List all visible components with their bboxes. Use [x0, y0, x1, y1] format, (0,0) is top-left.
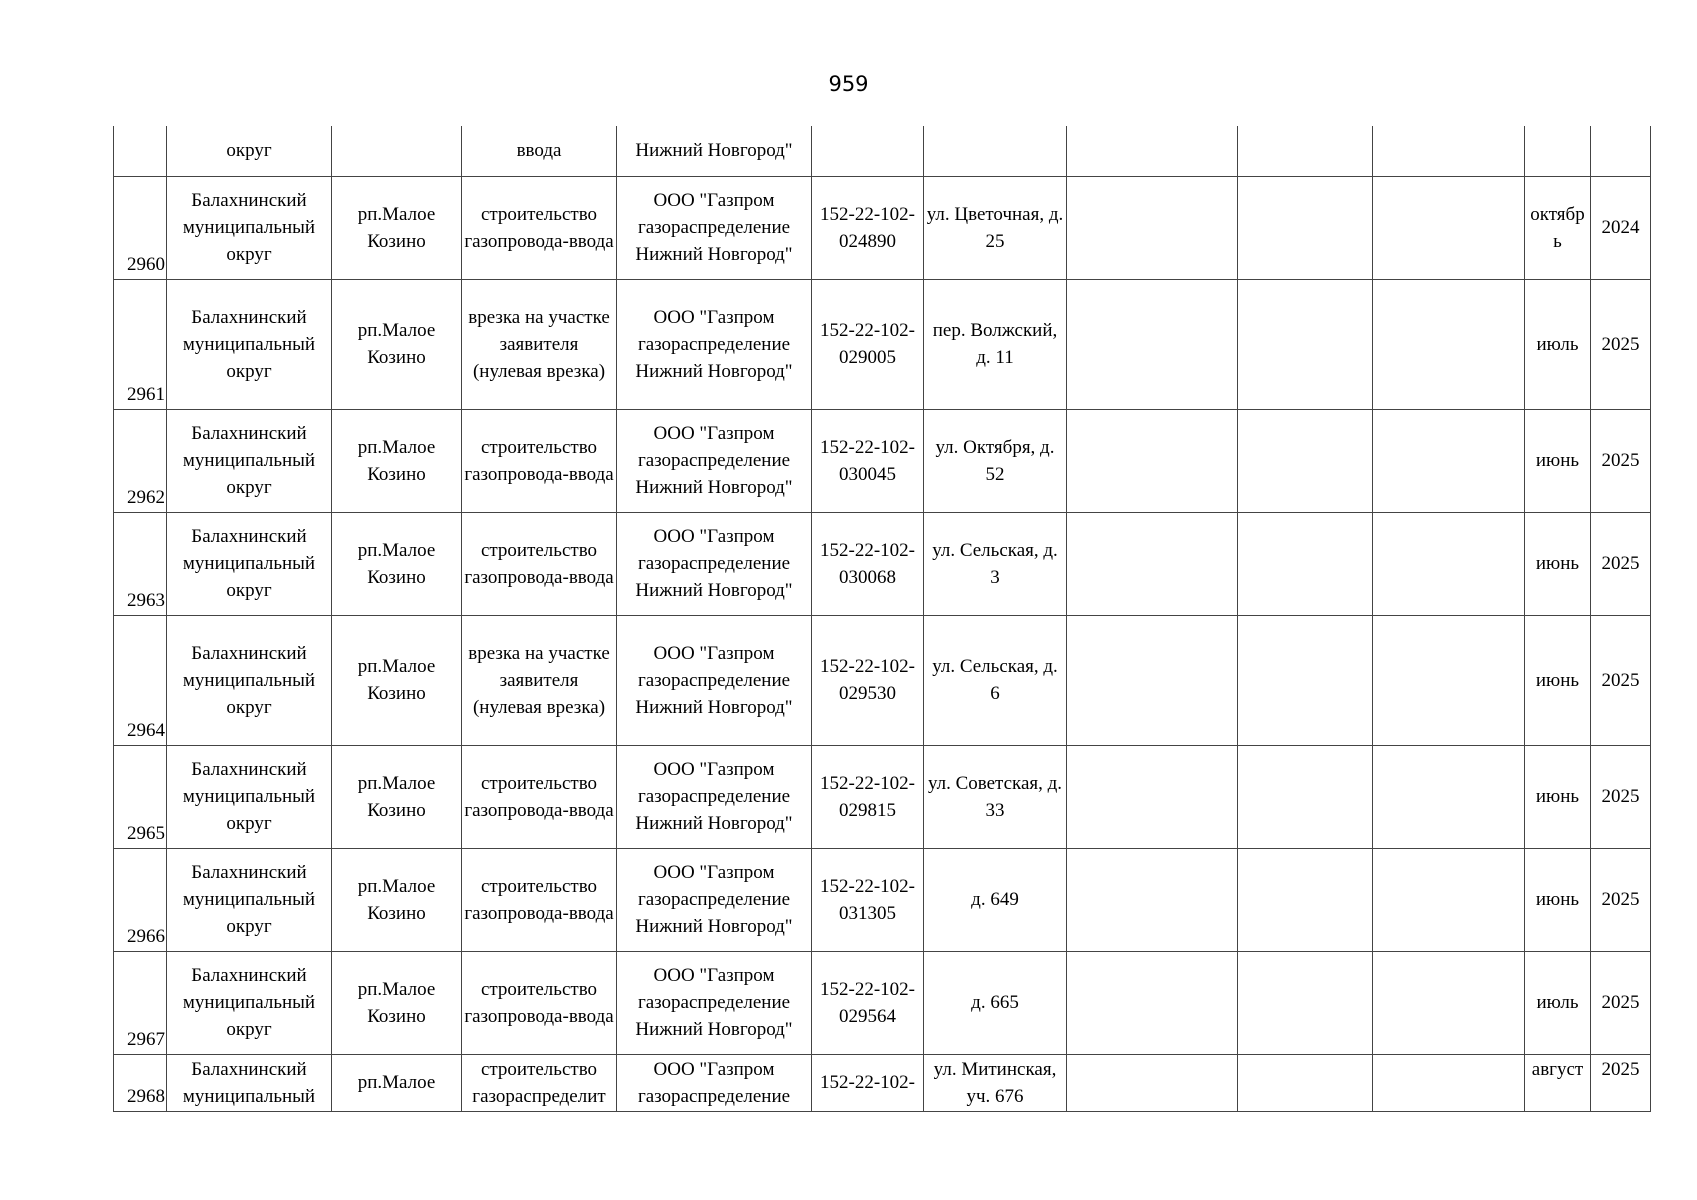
cell-month: июнь: [1525, 409, 1591, 512]
cell-code: [812, 126, 924, 176]
cell-district: округ: [167, 126, 332, 176]
cell-district: Балахнинский муниципальный округ: [167, 279, 332, 409]
cell-address: ул. Митинская, уч. 676: [924, 1054, 1067, 1111]
cell-year: 2025: [1591, 615, 1651, 745]
cell-num: [114, 126, 167, 176]
cell-empty: [1067, 176, 1238, 279]
cell-district: Балахнинский муниципальный округ: [167, 615, 332, 745]
cell-year: 2025: [1591, 848, 1651, 951]
cell-empty: [1067, 1054, 1238, 1111]
cell-empty: [1373, 512, 1525, 615]
cell-district: Балахнинский муниципальный округ: [167, 409, 332, 512]
table-row: [114, 279, 1651, 409]
cell-empty: [1373, 176, 1525, 279]
cell-company: ООО "Газпром газораспределение Нижний Новгород": [617, 848, 812, 951]
cell-empty: [1067, 745, 1238, 848]
cell-work: строительство газопровода-ввода: [462, 848, 617, 951]
cell-year: [1591, 126, 1651, 176]
cell-empty: [1373, 848, 1525, 951]
cell-empty: [1067, 615, 1238, 745]
cell-empty: [1373, 1054, 1525, 1111]
cell-work: строительство газопровода-ввода: [462, 409, 617, 512]
cell-code: 152-22-102-029530: [812, 615, 924, 745]
cell-num: 2962: [114, 409, 167, 512]
cell-district: Балахнинский муниципальный округ: [167, 512, 332, 615]
cell-month: июнь: [1525, 615, 1591, 745]
cell-work: строительство газопровода-ввода: [462, 951, 617, 1054]
cell-address: ул. Советская, д. 33: [924, 745, 1067, 848]
cell-locality: рп.Малое Козино: [332, 279, 462, 409]
cell-empty: [1067, 512, 1238, 615]
cell-locality: рп.Малое: [332, 1054, 462, 1111]
cell-empty: [1373, 126, 1525, 176]
cell-work: строительство газопровода-ввода: [462, 512, 617, 615]
cell-code: 152-22-102-030068: [812, 512, 924, 615]
cell-locality: рп.Малое Козино: [332, 176, 462, 279]
cell-company: ООО "Газпром газораспределение Нижний Новгород": [617, 176, 812, 279]
table-row: [114, 1054, 1651, 1111]
table-row: [114, 409, 1651, 512]
table-row: [114, 615, 1651, 745]
cell-district: Балахнинский муниципальный округ: [167, 848, 332, 951]
cell-month: июль: [1525, 279, 1591, 409]
cell-locality: рп.Малое Козино: [332, 951, 462, 1054]
cell-empty: [1238, 615, 1373, 745]
cell-code: 152-22-102-029564: [812, 951, 924, 1054]
cell-locality: рп.Малое Козино: [332, 745, 462, 848]
cell-num: 2968: [114, 1054, 167, 1111]
cell-year: 2025: [1591, 1054, 1651, 1111]
cell-empty: [1238, 1054, 1373, 1111]
cell-code: 152-22-102-030045: [812, 409, 924, 512]
cell-num: 2964: [114, 615, 167, 745]
cell-num: 2960: [114, 176, 167, 279]
cell-empty: [1373, 615, 1525, 745]
cell-company: ООО "Газпром газораспределение Нижний Новгород": [617, 745, 812, 848]
cell-address: д. 665: [924, 951, 1067, 1054]
cell-month: август: [1525, 1054, 1591, 1111]
cell-address: ул. Сельская, д. 3: [924, 512, 1067, 615]
cell-empty: [1067, 848, 1238, 951]
cell-company: ООО "Газпром газораспределение: [617, 1054, 812, 1111]
cell-district: Балахнинский муниципальный округ: [167, 176, 332, 279]
cell-company: ООО "Газпром газораспределение Нижний Новгород": [617, 279, 812, 409]
cell-locality: рп.Малое Козино: [332, 848, 462, 951]
cell-empty: [1238, 848, 1373, 951]
page-number: 959: [828, 72, 869, 96]
cell-empty: [1238, 126, 1373, 176]
cell-month: [1525, 126, 1591, 176]
cell-locality: [332, 126, 462, 176]
cell-address: ул. Октября, д. 52: [924, 409, 1067, 512]
cell-year: 2025: [1591, 951, 1651, 1054]
cell-company: ООО "Газпром газораспределение Нижний Новгород": [617, 409, 812, 512]
table-row: [114, 745, 1651, 848]
cell-code: 152-22-102-031305: [812, 848, 924, 951]
cell-year: 2025: [1591, 279, 1651, 409]
cell-district: Балахнинский муниципальный: [167, 1054, 332, 1111]
cell-code: 152-22-102-029005: [812, 279, 924, 409]
cell-num: 2966: [114, 848, 167, 951]
cell-address: ул. Сельская, д. 6: [924, 615, 1067, 745]
cell-year: 2025: [1591, 745, 1651, 848]
cell-month: июль: [1525, 951, 1591, 1054]
cell-work: врезка на участке заявителя (нулевая врезка): [462, 615, 617, 745]
cell-address: пер. Волжский, д. 11: [924, 279, 1067, 409]
cell-address: д. 649: [924, 848, 1067, 951]
cell-work: строительство газопровода-ввода: [462, 176, 617, 279]
data-table: [113, 126, 1651, 1112]
cell-year: 2024: [1591, 176, 1651, 279]
cell-num: 2965: [114, 745, 167, 848]
cell-empty: [1067, 409, 1238, 512]
cell-empty: [1238, 745, 1373, 848]
cell-address: [924, 126, 1067, 176]
cell-empty: [1067, 951, 1238, 1054]
cell-num: 2963: [114, 512, 167, 615]
cell-locality: рп.Малое Козино: [332, 512, 462, 615]
cell-month: июнь: [1525, 512, 1591, 615]
cell-month: июнь: [1525, 848, 1591, 951]
cell-work: строительство газораспределит: [462, 1054, 617, 1111]
cell-num: 2967: [114, 951, 167, 1054]
cell-empty: [1067, 279, 1238, 409]
cell-code: 152-22-102-024890: [812, 176, 924, 279]
cell-code: 152-22-102-: [812, 1054, 924, 1111]
cell-num: 2961: [114, 279, 167, 409]
cell-district: Балахнинский муниципальный округ: [167, 951, 332, 1054]
cell-month: октябрь: [1525, 176, 1591, 279]
cell-empty: [1238, 409, 1373, 512]
cell-empty: [1238, 176, 1373, 279]
cell-company: Нижний Новгород": [617, 126, 812, 176]
cell-empty: [1238, 512, 1373, 615]
cell-month: июнь: [1525, 745, 1591, 848]
cell-address: ул. Цветочная, д. 25: [924, 176, 1067, 279]
table-row: [114, 126, 1651, 176]
cell-locality: рп.Малое Козино: [332, 615, 462, 745]
cell-company: ООО "Газпром газораспределение Нижний Новгород": [617, 951, 812, 1054]
cell-empty: [1238, 279, 1373, 409]
table-row: [114, 176, 1651, 279]
cell-company: ООО "Газпром газораспределение Нижний Новгород": [617, 615, 812, 745]
cell-year: 2025: [1591, 512, 1651, 615]
cell-empty: [1373, 409, 1525, 512]
cell-empty: [1373, 951, 1525, 1054]
cell-work: строительство газопровода-ввода: [462, 745, 617, 848]
table-row: [114, 848, 1651, 951]
cell-empty: [1373, 745, 1525, 848]
cell-empty: [1238, 951, 1373, 1054]
cell-company: ООО "Газпром газораспределение Нижний Новгород": [617, 512, 812, 615]
cell-code: 152-22-102-029815: [812, 745, 924, 848]
cell-year: 2025: [1591, 409, 1651, 512]
cell-work: ввода: [462, 126, 617, 176]
cell-district: Балахнинский муниципальный округ: [167, 745, 332, 848]
cell-locality: рп.Малое Козино: [332, 409, 462, 512]
cell-empty: [1373, 279, 1525, 409]
cell-work: врезка на участке заявителя (нулевая врезка): [462, 279, 617, 409]
table-row: [114, 512, 1651, 615]
cell-empty: [1067, 126, 1238, 176]
table-row: [114, 951, 1651, 1054]
